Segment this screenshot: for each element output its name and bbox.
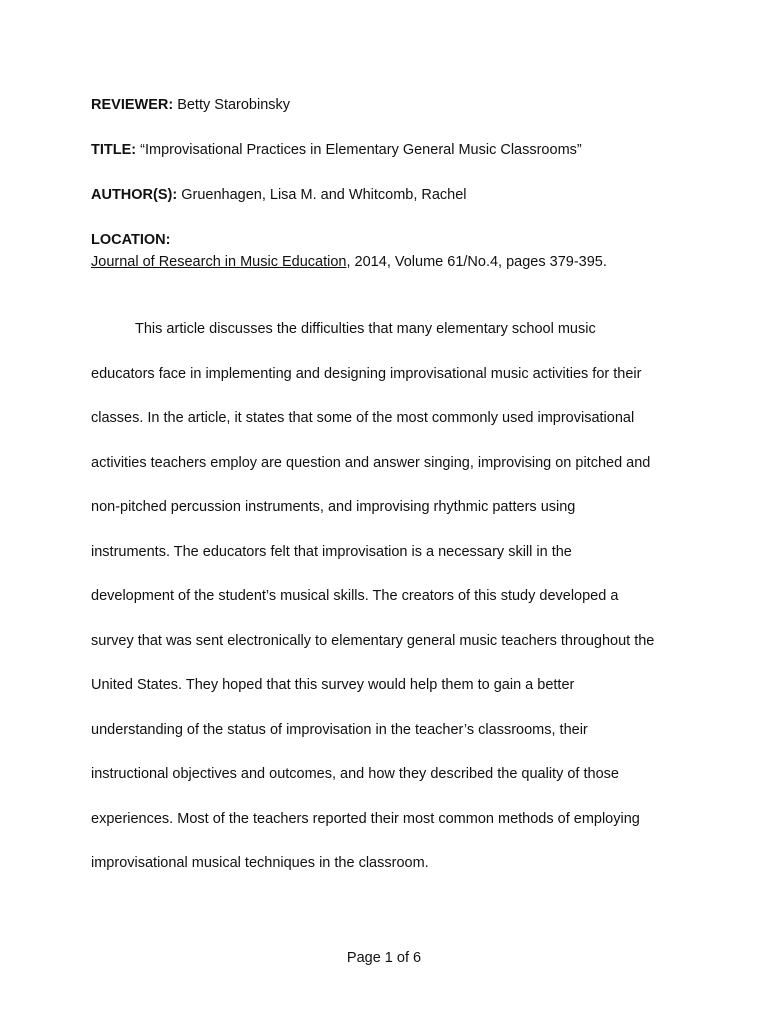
body-line: United States. They hoped that this survey would help them to gain a better xyxy=(91,677,575,693)
body-line: experiences. Most of the teachers reported their most common methods of employing xyxy=(91,811,640,827)
reviewer-label: REVIEWER: xyxy=(91,97,174,113)
body-line: This article discusses the difficulties that many elementary school music xyxy=(135,321,596,337)
reviewer-value: Betty Starobinsky xyxy=(173,97,291,113)
body-line: instructional objectives and outcomes, and how they described the quality of those xyxy=(91,766,619,782)
authors-field xyxy=(91,186,467,204)
location-label: LOCATION: xyxy=(91,232,171,248)
body-line: non-pitched percussion instruments, and improvising rhythmic patters using xyxy=(91,499,576,515)
authors-label: AUTHOR(S): xyxy=(91,187,178,203)
body-line: educators face in implementing and designing improvisational music activities for their xyxy=(91,366,642,382)
location-field xyxy=(91,231,170,249)
citation-line xyxy=(91,253,607,271)
body-line: activities teachers employ are question and answer singing, improvising on pitched and xyxy=(91,455,651,471)
body-line: improvisational musical techniques in the classroom. xyxy=(91,855,429,871)
title-field xyxy=(91,141,582,159)
reviewer-field xyxy=(91,96,290,114)
title-label: TITLE: xyxy=(91,142,137,158)
body-line: instruments. The educators felt that improvisation is a necessary skill in the xyxy=(91,544,572,560)
body-line: development of the student’s musical skills. The creators of this study developed a xyxy=(91,588,619,604)
body-line: understanding of the status of improvisation in the teacher’s classrooms, their xyxy=(91,722,588,738)
authors-value: Gruenhagen, Lisa M. and Whitcomb, Rachel xyxy=(177,187,467,203)
title-value: “Improvisational Practices in Elementary General Music Classrooms” xyxy=(136,142,582,158)
journal-name: Journal of Research in Music Education xyxy=(91,254,347,270)
citation-details: , 2014, Volume 61/No.4, pages 379-395. xyxy=(346,254,607,270)
body-line: survey that was sent electronically to elementary general music teachers throughout the xyxy=(91,633,655,649)
page-number: Page 1 of 6 xyxy=(346,950,422,966)
body-line: classes. In the article, it states that some of the most commonly used improvisational xyxy=(91,410,635,426)
